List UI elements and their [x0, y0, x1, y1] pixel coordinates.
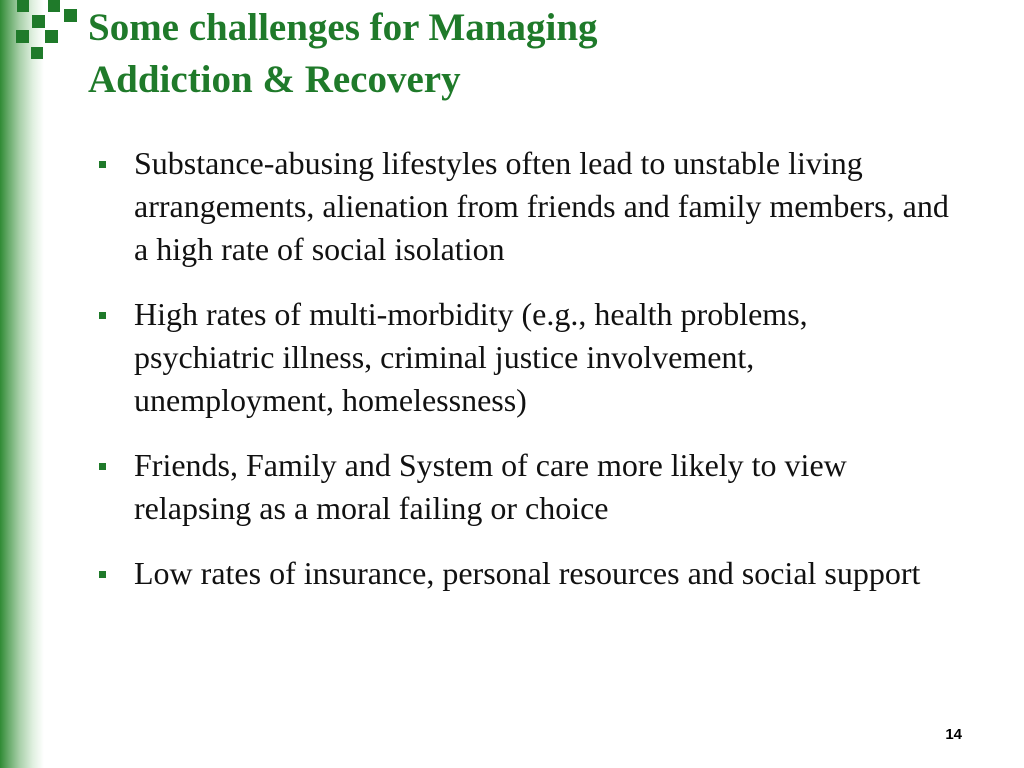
- square-icon: [16, 30, 29, 43]
- square-icon: [64, 9, 77, 22]
- square-icon: [31, 47, 43, 59]
- bullet-text: Friends, Family and System of care more likely to view relapsing as a moral failing or choice: [134, 447, 847, 526]
- title-line-2: Addiction & Recovery: [88, 58, 461, 101]
- square-icon: [17, 0, 29, 12]
- slide-title: [88, 2, 988, 106]
- green-side-gradient: [0, 0, 44, 768]
- square-icon: [32, 15, 45, 28]
- bullet-text: High rates of multi-morbidity (e.g., health problems, psychiatric illness, criminal justice involvement, unemployment, homelessness): [134, 296, 808, 418]
- bullet-text: Low rates of insurance, personal resources and social support: [134, 555, 921, 591]
- square-bullet-icon: [99, 312, 106, 319]
- square-bullet-icon: [99, 463, 106, 470]
- bullet-item: [96, 552, 956, 595]
- square-bullet-icon: [99, 161, 106, 168]
- square-icon: [45, 30, 58, 43]
- bullet-item: [96, 293, 956, 422]
- bullet-item: [96, 142, 956, 271]
- title-line-1: Some challenges for Managing: [88, 6, 598, 49]
- page-number: 14: [945, 726, 962, 743]
- square-bullet-icon: [99, 571, 106, 578]
- bullet-list: [96, 142, 956, 617]
- bullet-item: [96, 444, 956, 530]
- bullet-text: Substance-abusing lifestyles often lead to unstable living arrangements, alienation from friends and family members, and a high rate of social isolation: [134, 145, 949, 267]
- square-icon: [48, 0, 60, 12]
